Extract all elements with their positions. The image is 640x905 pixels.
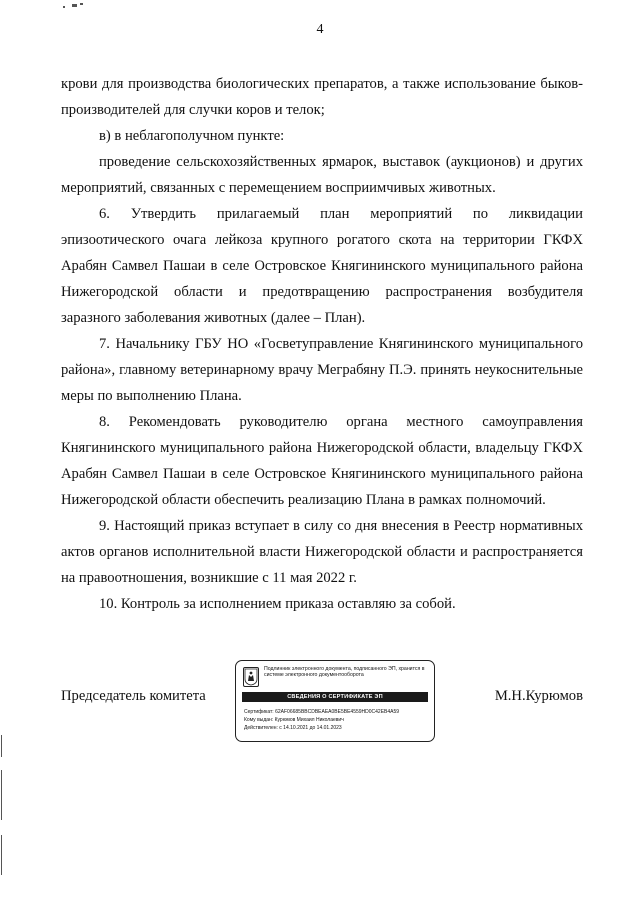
scan-artifact	[72, 4, 77, 7]
scan-artifact	[1, 735, 2, 757]
valid-value: с 14.10.2021 до 14.01.2023	[279, 725, 342, 731]
document-body	[61, 71, 583, 617]
scan-artifact	[80, 3, 83, 5]
page-number: 4	[316, 22, 324, 37]
certificate-line	[244, 709, 399, 715]
signatory-position: Председатель комитета	[61, 688, 206, 704]
scan-artifact	[63, 6, 65, 8]
valid-line	[244, 725, 342, 731]
paragraph: 10. Контроль за исполнением приказа оставляю за собой.	[99, 596, 456, 612]
stamp-note: Подлинник электронного документа, подписанного ЭП, хранится в системе электронного документооборота	[264, 666, 425, 679]
paragraph: 8. Рекомендовать руководителю органа местного самоуправления Княгининского муниципального района Нижегородской области, владельцу ГКФХ Арабян Самвел Пашаи в селе Островское Княгининского муниципального района Нижегородской области обеспечить реализацию Плана в рамках полномочий.	[61, 414, 583, 508]
issued-line	[244, 717, 344, 723]
issued-label: Кому выдан:	[244, 717, 274, 723]
certificate-value: 62AF06685BBCDBEAEA0BE5BE4559HD0C42EB4A59	[275, 709, 400, 715]
coat-of-arms-icon	[243, 667, 259, 687]
valid-label: Действителен:	[244, 725, 278, 731]
paragraph: 6. Утвердить прилагаемый план мероприятий по ликвидации эпизоотического очага лейкоза крупного рогатого скота на территории ГКФХ Арабян Самвел Пашаи в селе Островское Княгининского муниципального района Нижегородской области и предотвращению распространения возбудителя заразного заболевания животных (далее – План).	[61, 206, 583, 326]
paragraph: в) в неблагополучном пункте:	[99, 128, 285, 144]
scan-artifact	[1, 770, 2, 820]
paragraph: 9. Настоящий приказ вступает в силу со дня внесения в Реестр нормативных актов органов исполнительной власти Нижегородской области и распространяется на правоотношения, возникшие с 11 мая 2022 г.	[61, 518, 583, 586]
scan-artifact	[1, 835, 2, 875]
signatory-name: М.Н.Курюмов	[494, 688, 583, 704]
paragraph: проведение сельскохозяйственных ярмарок, выставок (аукционов) и других мероприятий, связанных с перемещением восприимчивых животных.	[61, 154, 583, 196]
paragraph: крови для производства биологических препаратов, а также использование быков-производителей для случки коров и телок;	[61, 76, 583, 118]
paragraph: 7. Начальнику ГБУ НО «Госветуправление Княгининского муниципального района», главному ветеринарному врачу Меграбяну П.Э. принять неукоснительные меры по выполнению Плана.	[61, 336, 583, 404]
stamp-header: СВЕДЕНИЯ О СЕРТИФИКАТЕ ЭП	[242, 692, 428, 702]
issued-value: Курюмов Михаил Николаевич	[274, 717, 344, 723]
electronic-signature-stamp	[235, 660, 435, 742]
certificate-label: Сертификат:	[244, 709, 274, 715]
signature-block	[61, 660, 583, 750]
